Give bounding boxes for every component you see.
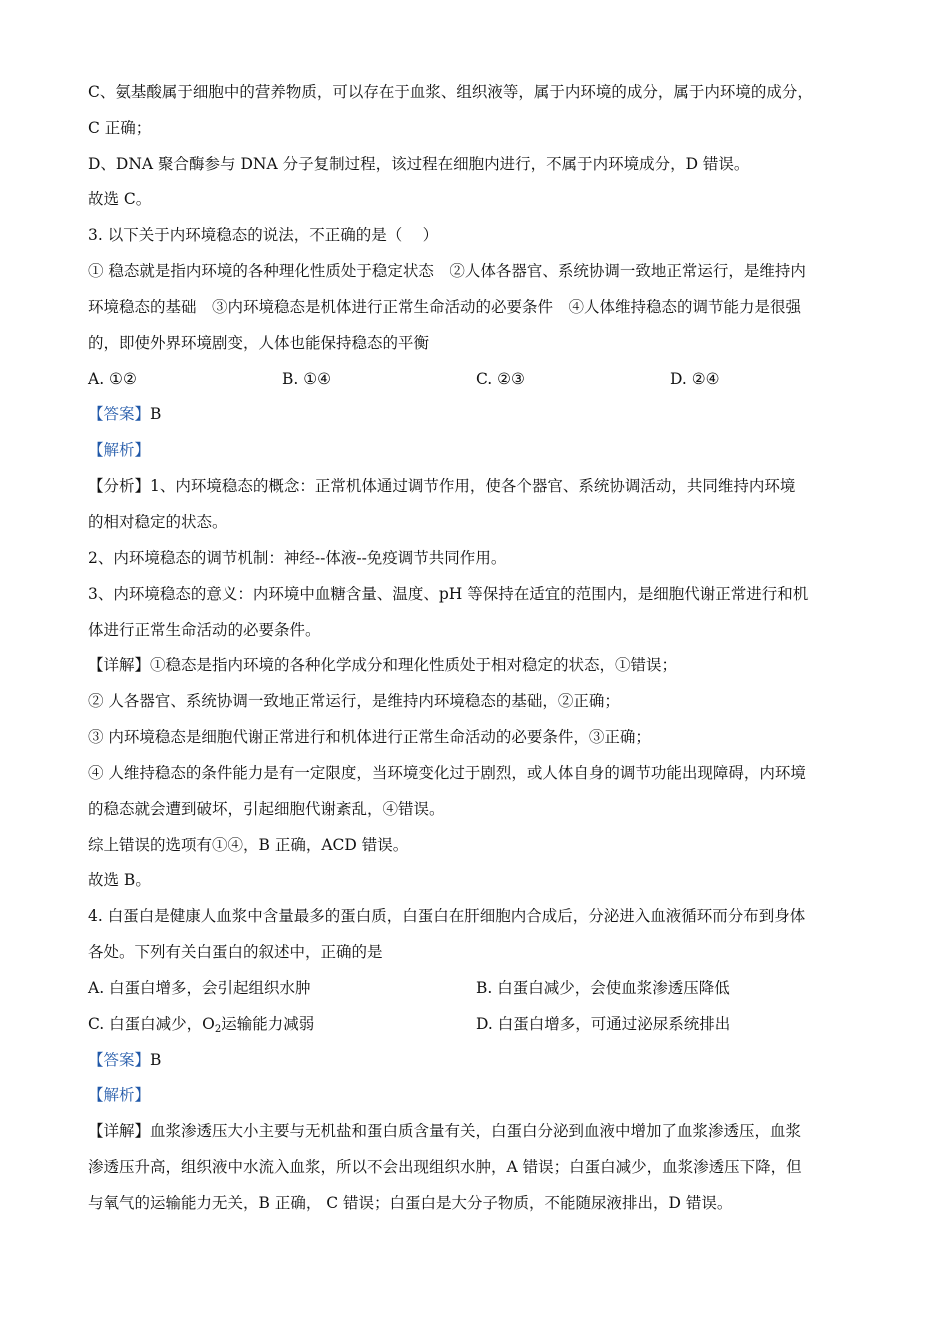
prev-conclusion: 故选 C。: [88, 190, 152, 208]
q3-option-d: D. ②④: [670, 370, 720, 388]
q3-fenxi-2: 2、内环境稳态的调节机制：神经--体液--免疫调节共同作用。: [88, 549, 507, 567]
prev-line-c1: C、氨基酸属于细胞中的营养物质，可以存在于血浆、组织液等，属于内环境的成分，属于内环境的成分，: [88, 83, 813, 101]
q3-detail-4a: ④ 人维持稳态的条件能力是有一定限度，当环境变化过于剧烈，或人体自身的调节功能出现障碍，内环境: [88, 764, 806, 782]
q4-option-c-subscript: 2: [214, 1024, 222, 1035]
q4-stem-1: 4. 白蛋白是健康人血浆中含量最多的蛋白质，白蛋白在肝细胞内合成后，分泌进入血液循环而分布到身体: [88, 907, 806, 925]
prev-line-d: D、DNA 聚合酶参与 DNA 分子复制过程，该过程在细胞内进行，不属于内环境成分，D 错误。: [88, 155, 750, 173]
q3-option-c: C. ②③: [476, 370, 525, 388]
q3-option-b: B. ①④: [282, 370, 332, 388]
q4-option-d: D. 白蛋白增多，可通过泌尿系统排出: [476, 1015, 731, 1033]
q4-option-c: [88, 1014, 314, 1034]
q3-stem: 3. 以下关于内环境稳态的说法，不正确的是（ ）: [88, 226, 439, 244]
q3-statement-2: 环境稳态的基础 ③内环境稳态是机体进行正常生命活动的必要条件 ④人体维持稳态的调节能力是很强: [88, 298, 802, 316]
q4-answer-tag: 【答案】: [88, 1051, 151, 1069]
q4-stem-2: 各处。下列有关白蛋白的叙述中，正确的是: [88, 943, 383, 961]
q4-answer-value: B: [150, 1051, 162, 1069]
q4-option-c-pre: C. 白蛋白减少，O: [88, 1015, 215, 1033]
q4-detail-2: 渗透压升高，组织液中水流入血浆，所以不会出现组织水肿，A 错误；白蛋白减少，血浆渗透压下降，但: [88, 1158, 802, 1176]
q3-detail-1: [88, 655, 677, 675]
q3-statement-3: 的，即使外界环境剧变，人体也能保持稳态的平衡: [88, 334, 430, 352]
q3-conclusion: 故选 B。: [88, 871, 151, 889]
q3-detail-2: ② 人各器官、系统协调一致地正常运行，是维持内环境稳态的基础，②正确；: [88, 692, 620, 710]
q3-detail-4b: 的稳态就会遭到破坏，引起细胞代谢紊乱，④错误。: [88, 800, 445, 818]
q4-option-c-post: 运输能力减弱: [221, 1015, 315, 1033]
q4-analysis-tag: 【解析】: [88, 1086, 151, 1104]
q3-answer: [88, 404, 161, 424]
q3-fenxi-3b: 体进行正常生命活动的必要条件。: [88, 621, 321, 639]
q4-answer: [88, 1050, 161, 1070]
q4-detail-1-text: 血浆渗透压大小主要与无机盐和蛋白质含量有关，白蛋白分泌到血液中增加了血浆渗透压，血浆: [150, 1122, 802, 1140]
q4-detail-tag: 【详解】: [88, 1122, 151, 1140]
q3-detail-tag: 【详解】: [88, 656, 151, 674]
q3-option-a: A. ①②: [88, 370, 137, 388]
q3-summary: 综上错误的选项有①④，B 正确，ACD 错误。: [88, 836, 409, 854]
q3-detail-1-text: ①稳态是指内环境的各种化学成分和理化性质处于相对稳定的状态，①错误；: [150, 656, 678, 674]
prev-line-c2: C 正确；: [88, 119, 152, 137]
q3-fenxi-1a: [88, 476, 795, 496]
q3-detail-3: ③ 内环境稳态是细胞代谢正常进行和机体进行正常生命活动的必要条件，③正确；: [88, 728, 651, 746]
q3-answer-tag: 【答案】: [88, 405, 151, 423]
q3-fenxi-3a: 3、内环境稳态的意义：内环境中血糖含量、温度、pH 等保持在适宜的范围内，是细胞代谢正常进行和机: [88, 585, 809, 603]
q4-option-b: B. 白蛋白减少，会使血浆渗透压降低: [476, 979, 730, 997]
q4-option-a: A. 白蛋白增多，会引起组织水肿: [88, 979, 311, 997]
q3-fenxi-tag: 【分析】: [88, 477, 151, 495]
q3-answer-value: B: [150, 405, 162, 423]
q4-detail-1: [88, 1121, 801, 1141]
q3-fenxi-1a-text: 1、内环境稳态的概念：正常机体通过调节作用，使各个器官、系统协调活动，共同维持内环境: [150, 477, 796, 495]
q3-analysis-heading: [88, 440, 150, 460]
q3-analysis-tag: 【解析】: [88, 441, 151, 459]
q4-analysis-heading: [88, 1085, 150, 1105]
q3-statement-1: ① 稳态就是指内环境的各种理化性质处于稳定状态 ②人体各器官、系统协调一致地正常运行，是维持内: [88, 262, 806, 280]
q4-detail-3: 与氧气的运输能力无关，B 正确， C 错误；白蛋白是大分子物质，不能随尿液排出，D 错误。: [88, 1194, 733, 1212]
q3-fenxi-1b: 的相对稳定的状态。: [88, 513, 228, 531]
